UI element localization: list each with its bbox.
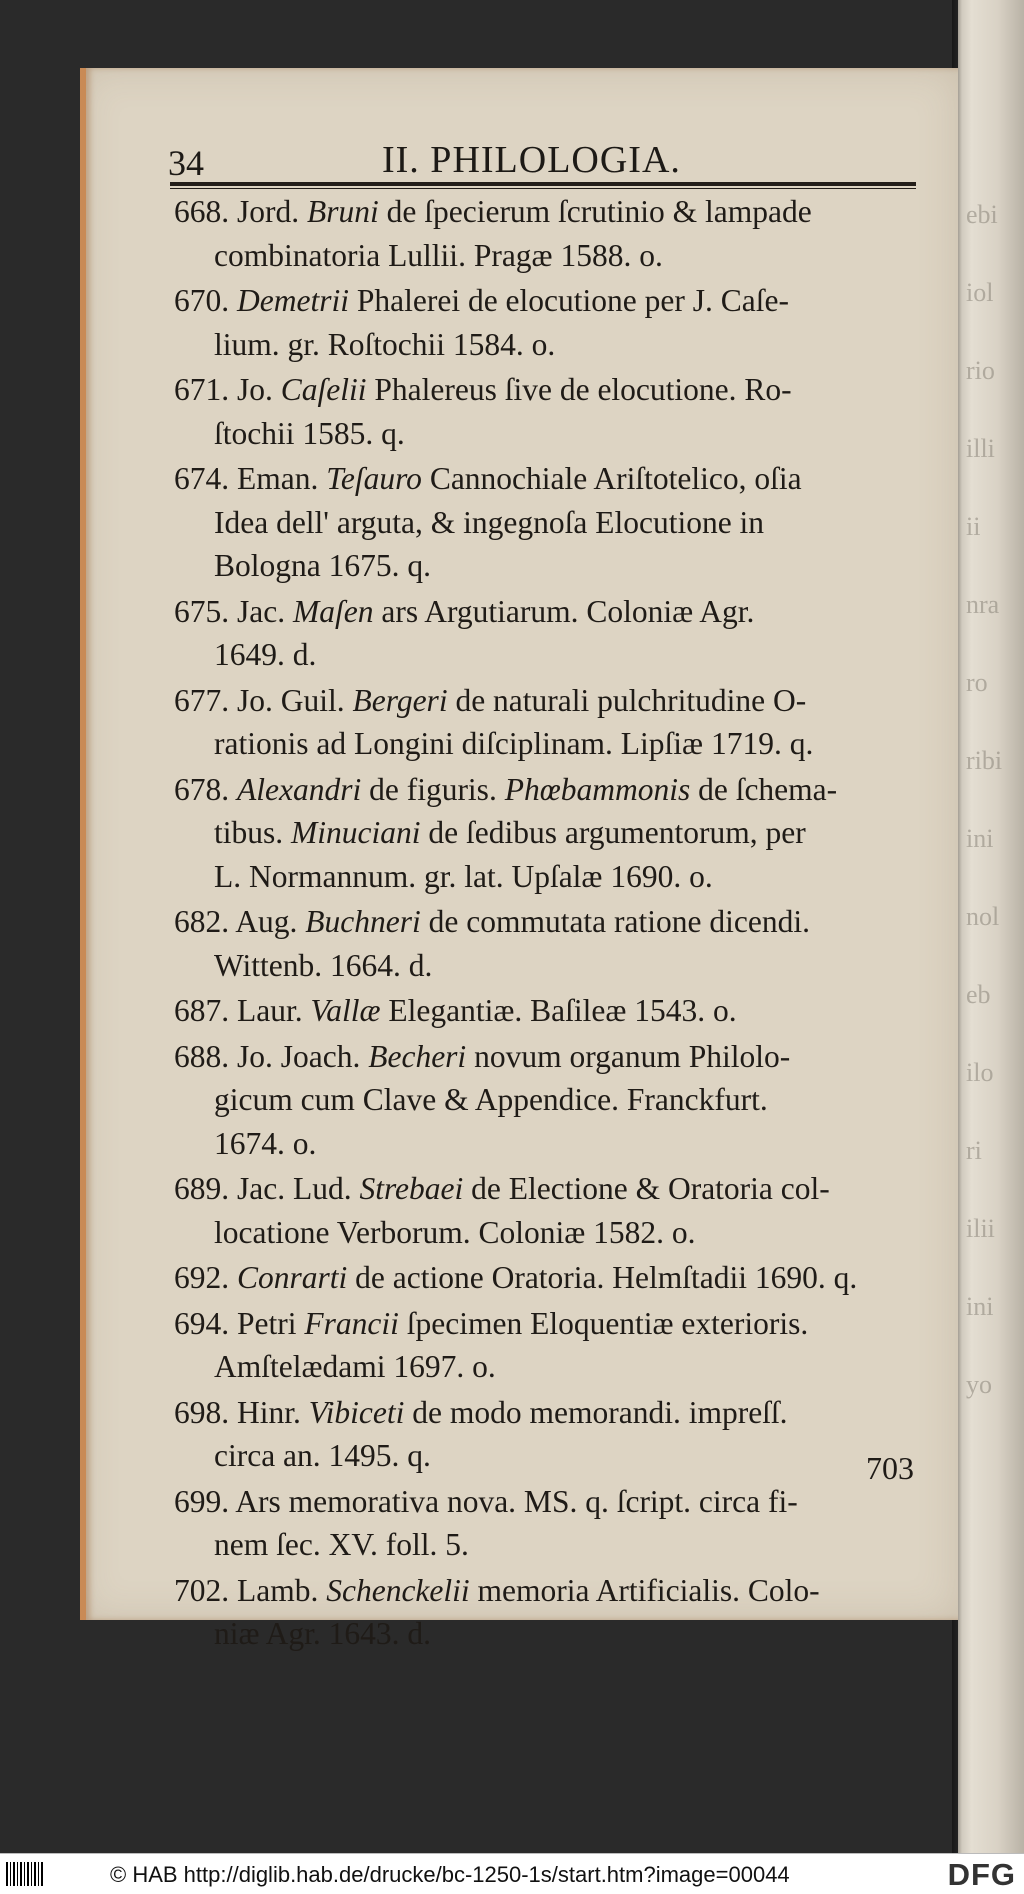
entry-text: 677. (174, 682, 237, 718)
catalog-entry (174, 1167, 934, 1254)
entry-text: Phalereus ſive de elocutione. Ro- (366, 372, 792, 407)
author-name: Phœbammonis (504, 771, 691, 807)
adjacent-page-fragment: ii (966, 512, 981, 541)
catalog-entry (174, 1302, 934, 1389)
entry-text: Jo. Joach. (237, 1038, 369, 1074)
author-name: Bruni (307, 194, 379, 229)
adjacent-page-fragment: iol (966, 278, 994, 307)
running-title: II. PHILOLOGIA. (382, 139, 681, 181)
entry-text: de ſpecierum ſcrutinio & lampade (378, 194, 812, 229)
entry-line (174, 279, 934, 323)
author-name: Maſen (292, 593, 374, 629)
adjacent-page-fragment: eb (966, 980, 991, 1009)
entry-text: 702. (174, 1572, 237, 1608)
entry-text: 692. (174, 1260, 237, 1295)
entry-line (174, 679, 934, 723)
entry-text: Jord. (237, 194, 307, 229)
entry-text: lium. gr. Roſtochii 1584. o. (214, 326, 556, 362)
head-rule (170, 182, 916, 189)
catchword: 703 (866, 1450, 914, 1486)
entry-line (174, 811, 934, 855)
page-number: 34 (168, 143, 204, 183)
catalog-entry (174, 279, 934, 366)
catalog-entry (174, 1569, 934, 1656)
catalog-entries (174, 190, 934, 1658)
entry-text: 698. (174, 1394, 237, 1430)
author-name: Teſauro (326, 461, 422, 496)
entry-text: Hinr. (237, 1394, 309, 1430)
entry-line (174, 989, 934, 1033)
entry-text: memoria Artificialis. Colo- (469, 1572, 820, 1608)
author-name: Schenckelii (326, 1572, 470, 1608)
entry-line (174, 190, 934, 234)
entry-text: de ſchema- (690, 771, 838, 807)
footer-bar (0, 1853, 1024, 1894)
entry-line (174, 1391, 934, 1435)
adjacent-page-fragment: ebi (966, 200, 998, 229)
entry-text: 694. (174, 1305, 237, 1341)
entry-text: Bologna 1675. q. (214, 548, 431, 583)
author-name: Demetrii (237, 283, 349, 318)
entry-text: Cannochiale Ariſtotelico, oſia (421, 461, 802, 496)
entry-text: 670. (174, 283, 237, 318)
catalog-entry (174, 1256, 934, 1300)
entry-text: 1674. o. (214, 1125, 317, 1161)
entry-line (174, 1122, 934, 1166)
catalog-entry (174, 679, 934, 766)
entry-line (174, 1256, 934, 1300)
entry-line (174, 722, 934, 766)
entry-line (174, 1345, 934, 1389)
running-head (168, 132, 916, 184)
catalog-entry (174, 457, 934, 588)
entry-text: Petri (237, 1305, 305, 1341)
entry-text: de modo memorandi. impreſſ. (404, 1394, 788, 1430)
entry-line (174, 1612, 934, 1656)
entry-text: Laur. (237, 993, 311, 1028)
catalog-entry (174, 190, 934, 277)
adjacent-page-fragment: ribi (966, 746, 1003, 775)
author-name: Buchneri (305, 904, 421, 939)
entry-line (174, 1569, 934, 1613)
entry-line (174, 501, 934, 545)
entry-text: novum organum Philolo- (466, 1038, 791, 1074)
entry-line (174, 944, 934, 988)
adjacent-page-fragment: nra (966, 590, 1000, 619)
catalog-entry (174, 590, 934, 677)
catalog-entry (174, 368, 934, 455)
entry-text: ſpecimen Eloquentiæ exterioris. (398, 1305, 809, 1341)
entry-line (174, 1434, 934, 1478)
entry-text: de commutata ratione dicendi. (420, 904, 810, 939)
entry-text: Elegantiæ. Baſileæ 1543. o. (380, 993, 737, 1028)
entry-line (174, 412, 934, 456)
entry-line (174, 544, 934, 588)
entry-text: 678. (174, 771, 237, 807)
barcode-icon (6, 1862, 44, 1886)
entry-text: Idea dell' arguta, & ingegnoſa Elocutione in (214, 504, 765, 540)
entry-text: de ſedibus argumentorum, per (420, 815, 806, 850)
author-name: Minuciani (291, 815, 421, 850)
entry-text: gicum cum Clave & Appendice. Franckfurt. (214, 1082, 768, 1117)
entry-text: Ars memorativa nova. MS. q. ſcript. circa fi- (235, 1483, 798, 1519)
entry-line (174, 768, 934, 812)
entry-text: ſtochii 1585. q. (214, 415, 405, 451)
entry-text: 1649. d. (214, 637, 317, 672)
entry-line (174, 1480, 934, 1524)
entry-text: nem ſec. XV. foll. 5. (214, 1527, 469, 1562)
entry-text: circa an. 1495. q. (214, 1438, 431, 1473)
adjacent-page-fragment: nol (966, 902, 1000, 931)
entry-line (174, 234, 934, 278)
adjacent-page-fragment: ini (966, 1292, 994, 1321)
entry-text: 682. (174, 904, 236, 939)
entry-text: 671. (174, 372, 237, 407)
footer-credit-link[interactable]: © HAB http://diglib.hab.de/drucke/bc-1250-1s/start.htm?image=00044 (110, 1862, 790, 1887)
entry-text: Jac. Lud. (237, 1171, 360, 1206)
entry-line (174, 1211, 934, 1255)
entry-text: de naturali pulchritudine O- (447, 682, 807, 718)
entry-text: niæ Agr. 1643. d. (214, 1616, 432, 1651)
adjacent-page-fragment: illi (966, 434, 995, 463)
catalog-entry (174, 1035, 934, 1166)
entry-text: L. Normannum. gr. lat. Upſalæ 1690. o. (214, 858, 713, 894)
catalog-entry (174, 900, 934, 987)
author-name: Becheri (368, 1038, 467, 1074)
dfg-logo: DFG (947, 1857, 1016, 1892)
author-name: Vallæ (310, 993, 381, 1028)
catalog-entry (174, 768, 934, 899)
entry-text: Jo. (237, 372, 281, 407)
adjacent-page-fragment: ro (966, 668, 988, 697)
author-name: Caſelii (280, 372, 367, 407)
entry-line (174, 1302, 934, 1346)
adjacent-page-fragment: ini (966, 824, 994, 853)
entry-text: de figuris. (361, 771, 505, 807)
adjacent-page-fragment: ilo (966, 1058, 994, 1087)
entry-text: Phalerei de elocutione per J. Caſe- (348, 283, 789, 318)
entry-text: Lamb. (237, 1572, 327, 1608)
catalog-entry (174, 1391, 934, 1478)
catalog-entry (174, 1480, 934, 1567)
author-name: Vibiceti (308, 1394, 405, 1430)
catalog-entry (174, 989, 934, 1033)
entry-text: 689. (174, 1171, 237, 1206)
author-name: Alexandri (237, 771, 362, 807)
entry-text: locatione Verborum. Coloniæ 1582. o. (214, 1214, 696, 1250)
entry-text: 675. (174, 593, 237, 629)
author-name: Strebaei (359, 1171, 464, 1206)
entry-line (174, 368, 934, 412)
entry-line (174, 633, 934, 677)
adjacent-page-fragment: rio (966, 356, 995, 385)
entry-line (174, 1035, 934, 1079)
entry-line (174, 1078, 934, 1122)
entry-line (174, 900, 934, 944)
entry-text: 687. (174, 993, 237, 1028)
entry-text: tibus. (214, 815, 292, 850)
entry-text: Aug. (235, 904, 306, 939)
entry-line (174, 590, 934, 634)
entry-text: Amſtelædami 1697. o. (214, 1349, 496, 1384)
author-name: Bergeri (352, 682, 448, 718)
entry-line (174, 323, 934, 367)
entry-text: Wittenb. 1664. d. (214, 947, 433, 983)
entry-text: de Electione & Oratoria col- (463, 1171, 830, 1206)
entry-text: Jac. (237, 593, 293, 629)
entry-text: 674. (174, 461, 237, 496)
entry-text: combinatoria Lullii. Pragæ 1588. o. (214, 237, 663, 273)
entry-line (174, 1523, 934, 1567)
entry-text: Eman. (237, 461, 327, 496)
adjacent-page-fragment: yo (966, 1370, 992, 1399)
entry-text: 688. (174, 1038, 237, 1074)
entry-text: 668. (174, 194, 237, 229)
adjacent-page-fragment: ri (966, 1136, 982, 1165)
entry-text: ars Argutiarum. Coloniæ Agr. (373, 593, 755, 629)
entry-line (174, 457, 934, 501)
author-name: Conrarti (237, 1260, 348, 1295)
entry-text: Jo. Guil. (237, 682, 353, 718)
entry-text: rationis ad Longini diſciplinam. Lipſiæ 1719. q. (214, 726, 814, 761)
author-name: Francii (304, 1305, 399, 1341)
adjacent-page-fragment: ilii (966, 1214, 995, 1243)
entry-text: de actione Oratoria. Helmſtadii 1690. q. (347, 1260, 858, 1295)
entry-line (174, 855, 934, 899)
entry-line (174, 1167, 934, 1211)
entry-text: 699. (174, 1483, 236, 1519)
